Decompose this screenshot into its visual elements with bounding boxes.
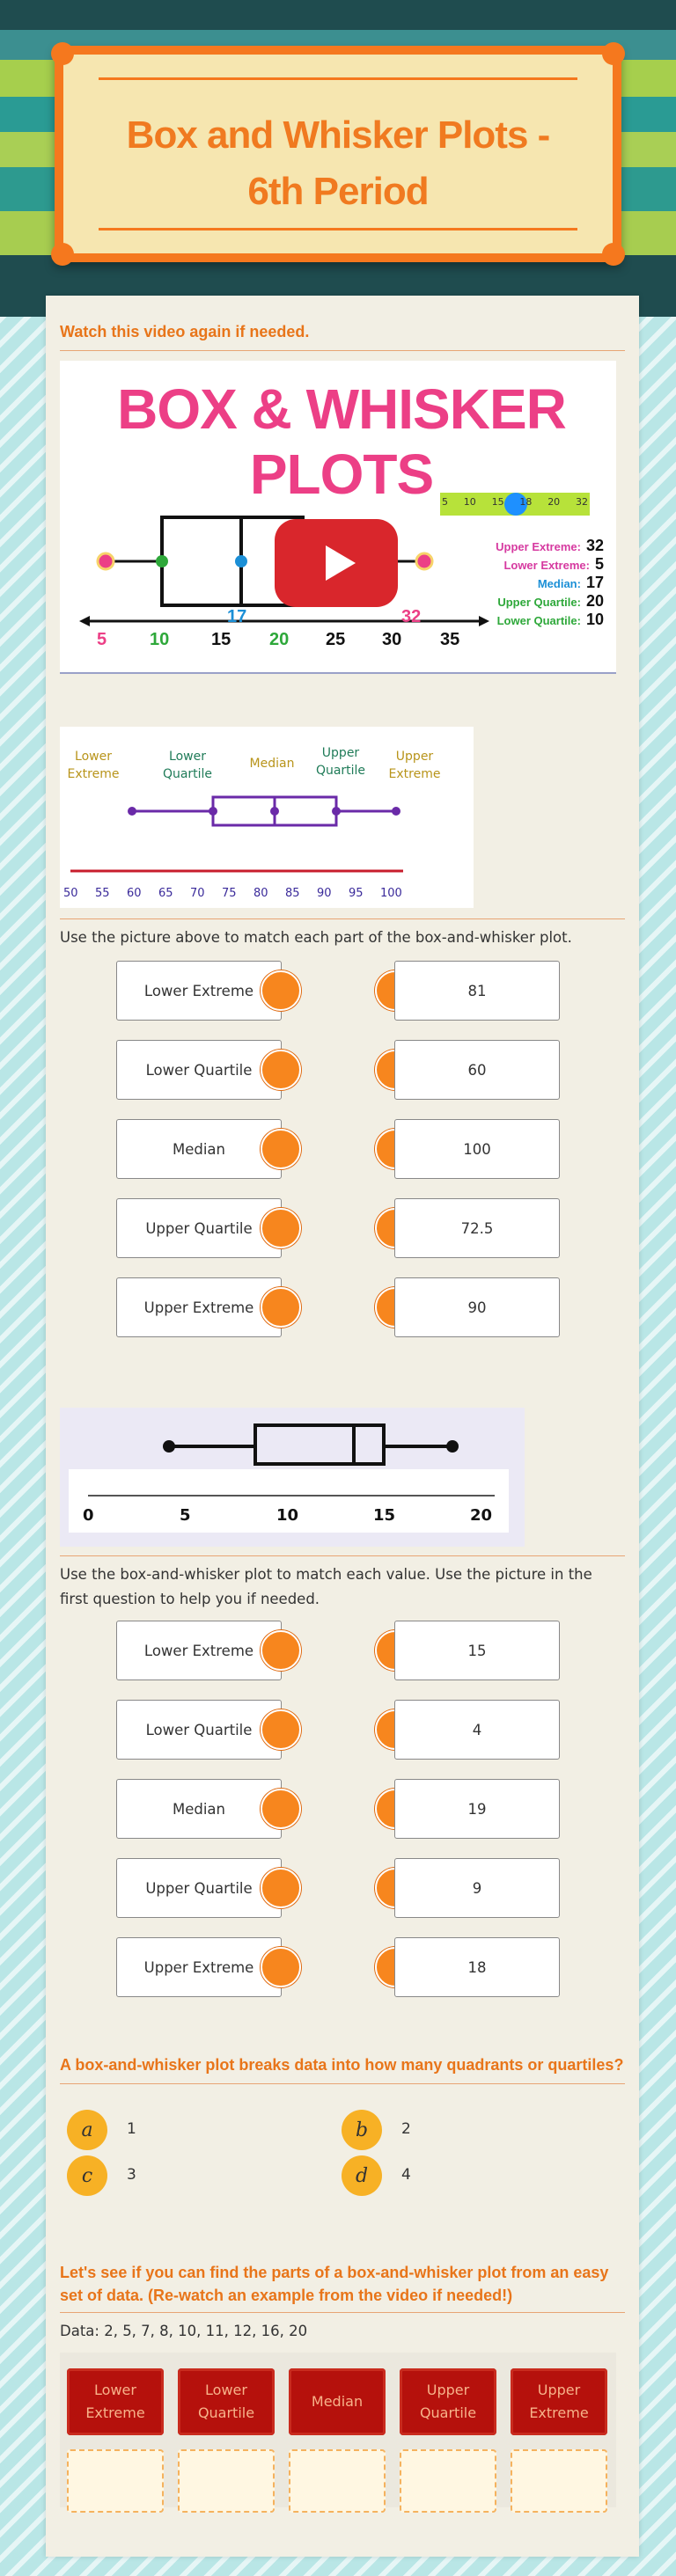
divider: [60, 2083, 625, 2084]
match-connector-dot[interactable]: [261, 1630, 301, 1671]
category-header: Lower Quartile: [178, 2368, 275, 2435]
match-left-item[interactable]: Median: [116, 1119, 282, 1179]
match-connector-dot[interactable]: [261, 1709, 301, 1750]
match-connector-dot[interactable]: [261, 1208, 301, 1248]
slider-tick: 10: [463, 496, 476, 508]
slider-tick: 18: [519, 496, 533, 508]
match-left-item[interactable]: Upper Extreme: [116, 1277, 282, 1337]
match-right-item[interactable]: 15: [394, 1621, 560, 1680]
legend: Upper Extreme: 32 Lower Extreme: 5 Median: 17 Upper Quartile: 20 Lower Quartile: 10: [496, 537, 604, 628]
option-d-badge[interactable]: d: [342, 2155, 382, 2196]
slider-tick: 20: [547, 496, 561, 508]
diagram1-axis: 50 55 60 65 70 75 80 85 90 95 100: [63, 887, 402, 900]
category-drop-zone[interactable]: [511, 2449, 607, 2513]
match-connector-dot[interactable]: [261, 1868, 301, 1908]
match-connector-dot[interactable]: [261, 1789, 301, 1829]
category-header: Lower Extreme: [67, 2368, 164, 2435]
match-right-item[interactable]: 60: [394, 1040, 560, 1100]
match-right-item[interactable]: 100: [394, 1119, 560, 1179]
box-plot-diagram-1: Lower Extreme Lower Quartile Median Upper Quartile Upper Extreme 50 55 60 65 70 75 80 85 90 95 100: [60, 727, 474, 908]
divider: [60, 350, 625, 351]
corner-ornament: [602, 243, 625, 266]
match-right-item[interactable]: 90: [394, 1277, 560, 1337]
match-right-item[interactable]: 19: [394, 1779, 560, 1839]
box-plot-diagram-2: 0 5 10 15 20: [60, 1408, 525, 1547]
content-panel: [46, 296, 639, 2557]
match-right-item[interactable]: 81: [394, 961, 560, 1021]
page-title: Box and Whisker Plots - 6th Period: [126, 113, 550, 213]
divider: [60, 2312, 625, 2313]
category-header: Median: [289, 2368, 386, 2435]
corner-ornament: [602, 42, 625, 65]
video-thumbnail-title: BOX & WHISKER PLOTS: [117, 377, 566, 506]
match-connector-dot[interactable]: [261, 970, 301, 1011]
option-b-text[interactable]: 2: [401, 2120, 411, 2138]
category-drop-zone[interactable]: [289, 2449, 386, 2513]
match-connector-dot[interactable]: [261, 1947, 301, 1987]
corner-ornament: [51, 243, 74, 266]
divider: [60, 918, 625, 919]
q4-question: Let's see if you can find the parts of a box-and-whisker plot from an easy set of data. (Re-watch an example from the video if needed!): [60, 2264, 609, 2304]
category-header: Upper Extreme: [511, 2368, 607, 2435]
match-connector-dot[interactable]: [261, 1287, 301, 1328]
video-heading: Watch this video again if needed.: [60, 323, 310, 340]
match-right-item[interactable]: 4: [394, 1700, 560, 1760]
slider-tick: 32: [575, 496, 588, 508]
slider-tick: 5: [442, 496, 448, 508]
match-left-item[interactable]: Upper Quartile: [116, 1198, 282, 1258]
video-player[interactable]: [60, 361, 616, 674]
option-a-badge[interactable]: a: [67, 2110, 107, 2150]
match-left-item[interactable]: Median: [116, 1779, 282, 1839]
title-card: [55, 46, 621, 262]
match-left-item[interactable]: Upper Quartile: [116, 1858, 282, 1918]
divider: [60, 1555, 625, 1556]
match-connector-dot[interactable]: [261, 1129, 301, 1169]
video-number-line: 5 10 15 20 25 30 35 17 32: [97, 607, 460, 649]
title-rule: [99, 77, 577, 80]
q1-prompt: Use the picture above to match each part of the box-and-whisker plot.: [60, 929, 572, 946]
match-right-item[interactable]: 9: [394, 1858, 560, 1918]
match-right-item[interactable]: 72.5: [394, 1198, 560, 1258]
q4-data-line: Data: 2, 5, 7, 8, 10, 11, 12, 16, 20: [60, 2323, 308, 2339]
play-button[interactable]: [275, 519, 398, 607]
option-c-text[interactable]: 3: [127, 2166, 136, 2184]
corner-ornament: [51, 42, 74, 65]
q3-question: A box-and-whisker plot breaks data into how many quadrants or quartiles?: [60, 2056, 624, 2074]
option-a-text[interactable]: 1: [127, 2120, 136, 2138]
match-left-item[interactable]: Lower Quartile: [116, 1700, 282, 1760]
title-rule: [99, 228, 577, 231]
category-header: Upper Quartile: [400, 2368, 496, 2435]
match-left-item[interactable]: Lower Extreme: [116, 1621, 282, 1680]
option-c-badge[interactable]: c: [67, 2155, 107, 2196]
option-d-text[interactable]: 4: [401, 2166, 411, 2184]
match-connector-dot[interactable]: [261, 1050, 301, 1090]
category-drop-zone[interactable]: [178, 2449, 275, 2513]
match-right-item[interactable]: 18: [394, 1937, 560, 1997]
q2-prompt: Use the box-and-whisker plot to match each value. Use the picture in the first question to help you if needed.: [60, 1566, 592, 1607]
category-drop-zone[interactable]: [400, 2449, 496, 2513]
match-left-item[interactable]: Upper Extreme: [116, 1937, 282, 1997]
option-b-badge[interactable]: b: [342, 2110, 382, 2150]
category-drop-zone[interactable]: [67, 2449, 164, 2513]
match-left-item[interactable]: Lower Quartile: [116, 1040, 282, 1100]
slider-tick: 15: [491, 496, 504, 508]
match-left-item[interactable]: Lower Extreme: [116, 961, 282, 1021]
